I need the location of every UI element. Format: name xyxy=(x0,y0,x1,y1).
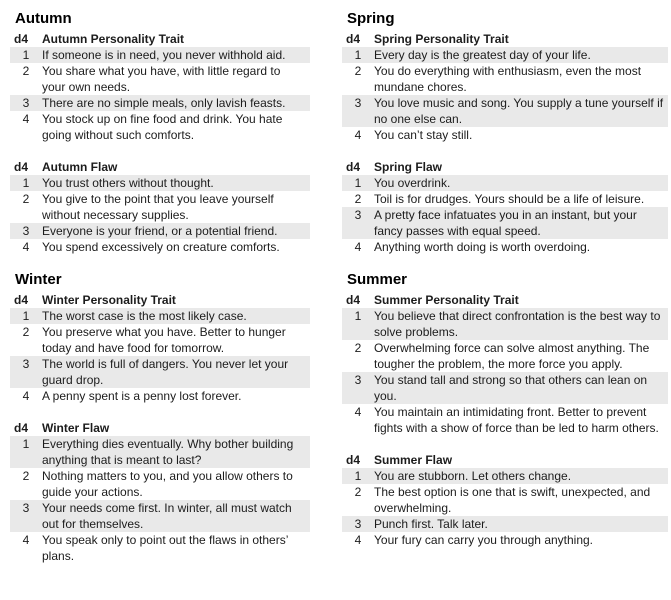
table-title: Winter Flaw xyxy=(42,421,110,435)
roll-value: 1 xyxy=(22,176,30,190)
entry-text: Everything dies eventually. Why bother building anything that is meant to last? xyxy=(42,437,294,467)
roll-value: 1 xyxy=(354,176,362,190)
table-row xyxy=(10,239,310,255)
entry-text: You speak only to point out the flaws in others’ plans. xyxy=(42,533,288,563)
section-title-summer: Summer xyxy=(347,271,408,288)
table-row xyxy=(342,484,668,516)
entry-text: The world is full of dangers. You never let your guard drop. xyxy=(42,357,289,387)
roll-value: 2 xyxy=(354,485,362,499)
section-title-winter: Winter xyxy=(15,271,62,288)
entry-text: You stand tall and strong so that others can lean on you. xyxy=(374,373,648,403)
table-row xyxy=(342,191,668,207)
roll-value: 4 xyxy=(22,112,30,126)
entry-text: Nothing matters to you, and you allow others to guide your actions. xyxy=(42,469,293,499)
table-title: Spring Flaw xyxy=(374,160,443,174)
table-row xyxy=(342,308,668,340)
table-header-row xyxy=(10,420,310,436)
table-header-row xyxy=(342,292,668,308)
entry-text: Your needs come first. In winter, all must watch out for themselves. xyxy=(42,501,292,531)
table-row xyxy=(10,468,310,500)
table-title: Autumn Flaw xyxy=(42,160,118,174)
table-header-row xyxy=(342,31,668,47)
roll-value: 1 xyxy=(22,437,30,451)
roll-value: 3 xyxy=(22,96,30,110)
die-column-header: d4 xyxy=(346,293,361,307)
table-row xyxy=(342,404,668,436)
table-header-row xyxy=(342,159,668,175)
entry-text: The best option is one that is swift, unexpected, and overwhelming. xyxy=(374,485,651,515)
right-column xyxy=(342,10,668,580)
roll-value: 2 xyxy=(22,192,30,206)
roll-value: 4 xyxy=(354,533,362,547)
die-column-header: d4 xyxy=(346,160,361,174)
entry-text: You love music and song. You supply a tune yourself if no one else can. xyxy=(374,96,664,126)
table-row xyxy=(10,191,310,223)
table-title: Winter Personality Trait xyxy=(42,293,176,307)
roll-value: 4 xyxy=(354,128,362,142)
die-column-header: d4 xyxy=(346,32,361,46)
entry-text: If someone is in need, you never withhold aid. xyxy=(42,48,286,62)
entry-text: You believe that direct confrontation is the best way to solve problems. xyxy=(374,309,661,339)
table-row xyxy=(10,95,310,111)
table-row xyxy=(10,175,310,191)
roll-value: 3 xyxy=(22,357,30,371)
table-row xyxy=(10,63,310,95)
roll-value: 1 xyxy=(354,309,362,323)
table-header-row xyxy=(342,452,668,468)
table-row xyxy=(10,111,310,143)
roll-value: 1 xyxy=(22,48,30,62)
die-column-header: d4 xyxy=(346,453,361,467)
entry-text: The worst case is the most likely case. xyxy=(42,309,247,323)
entry-text: You preserve what you have. Better to hunger today and have food for tomorrow. xyxy=(42,325,286,355)
entry-text: A penny spent is a penny lost forever. xyxy=(42,389,242,403)
section-summer xyxy=(342,271,668,548)
entry-text: You can’t stay still. xyxy=(374,128,473,142)
roll-value: 1 xyxy=(354,469,362,483)
entry-text: Toil is for drudges. Yours should be a life of leisure. xyxy=(374,192,645,206)
table-row xyxy=(10,356,310,388)
entry-text: You maintain an intimidating front. Better to prevent fights with a show of force than be led to harm others. xyxy=(374,405,659,435)
table-title: Summer Flaw xyxy=(374,453,453,467)
table-row xyxy=(342,95,668,127)
table-header-row xyxy=(10,292,310,308)
roll-value: 2 xyxy=(22,469,30,483)
left-column xyxy=(10,10,310,580)
table-row xyxy=(342,532,668,548)
entry-text: There are no simple meals, only lavish feasts. xyxy=(42,96,286,110)
roll-value: 2 xyxy=(354,64,362,78)
entry-text: You are stubborn. Let others change. xyxy=(374,469,572,483)
table-row xyxy=(342,207,668,239)
entry-text: You overdrink. xyxy=(374,176,451,190)
roll-value: 1 xyxy=(354,48,362,62)
roll-value: 3 xyxy=(354,517,362,531)
die-column-header: d4 xyxy=(14,160,29,174)
roll-value: 3 xyxy=(22,501,30,515)
summer-personality-trait-table xyxy=(342,292,668,436)
entry-text: Every day is the greatest day of your life. xyxy=(374,48,591,62)
entry-text: Your fury can carry you through anything. xyxy=(374,533,594,547)
autumn-flaw-table xyxy=(10,159,310,255)
section-title-spring: Spring xyxy=(347,10,395,27)
table-row xyxy=(342,468,668,484)
section-spring xyxy=(342,10,668,255)
section-winter xyxy=(10,271,310,564)
roll-value: 1 xyxy=(22,309,30,323)
entry-text: Everyone is your friend, or a potential friend. xyxy=(42,224,278,238)
die-column-header: d4 xyxy=(14,32,29,46)
summer-flaw-table xyxy=(342,452,668,548)
section-title-autumn: Autumn xyxy=(15,10,72,27)
winter-personality-trait-table xyxy=(10,292,310,404)
roll-value: 4 xyxy=(354,240,362,254)
table-header-row xyxy=(10,159,310,175)
autumn-personality-trait-table xyxy=(10,31,310,143)
table-row xyxy=(342,372,668,404)
roll-value: 4 xyxy=(22,240,30,254)
table-header-row xyxy=(10,31,310,47)
table-row xyxy=(342,47,668,63)
table-row xyxy=(342,239,668,255)
die-column-header: d4 xyxy=(14,421,29,435)
roll-value: 2 xyxy=(354,192,362,206)
roll-value: 2 xyxy=(354,341,362,355)
roll-value: 3 xyxy=(354,208,362,222)
entry-text: You trust others without thought. xyxy=(42,176,214,190)
entry-text: You share what you have, with little regard to your own needs. xyxy=(42,64,281,94)
winter-flaw-table xyxy=(10,420,310,564)
entry-text: Punch first. Talk later. xyxy=(374,517,488,531)
table-title: Summer Personality Trait xyxy=(374,293,519,307)
roll-value: 3 xyxy=(354,96,362,110)
die-column-header: d4 xyxy=(14,293,29,307)
entry-text: You do everything with enthusiasm, even the most mundane chores. xyxy=(374,64,642,94)
roll-value: 2 xyxy=(22,325,30,339)
table-row xyxy=(10,388,310,404)
roll-value: 3 xyxy=(22,224,30,238)
entry-text: Overwhelming force can solve almost anything. The tougher the problem, the more force you apply. xyxy=(374,341,650,371)
table-row xyxy=(10,436,310,468)
entry-text: A pretty face infatuates you in an instant, but your fancy passes with equal speed. xyxy=(374,208,637,238)
roll-value: 4 xyxy=(354,405,362,419)
table-row xyxy=(342,516,668,532)
table-row xyxy=(342,127,668,143)
spring-flaw-table xyxy=(342,159,668,255)
table-row xyxy=(10,47,310,63)
spring-personality-trait-table xyxy=(342,31,668,143)
table-row xyxy=(10,308,310,324)
roll-value: 4 xyxy=(22,389,30,403)
roll-value: 2 xyxy=(22,64,30,78)
table-row xyxy=(342,175,668,191)
table-row xyxy=(10,500,310,532)
roll-value: 4 xyxy=(22,533,30,547)
section-autumn xyxy=(10,10,310,255)
table-row xyxy=(10,324,310,356)
table-title: Spring Personality Trait xyxy=(374,32,509,46)
entry-text: Anything worth doing is worth overdoing. xyxy=(374,240,591,254)
roll-value: 3 xyxy=(354,373,362,387)
table-title: Autumn Personality Trait xyxy=(42,32,185,46)
table-row xyxy=(10,223,310,239)
table-row xyxy=(342,63,668,95)
table-row xyxy=(342,340,668,372)
entry-text: You stock up on fine food and drink. You hate going without such comforts. xyxy=(42,112,283,142)
table-row xyxy=(10,532,310,564)
entry-text: You give to the point that you leave yourself without necessary supplies. xyxy=(42,192,274,222)
entry-text: You spend excessively on creature comforts. xyxy=(42,240,280,254)
